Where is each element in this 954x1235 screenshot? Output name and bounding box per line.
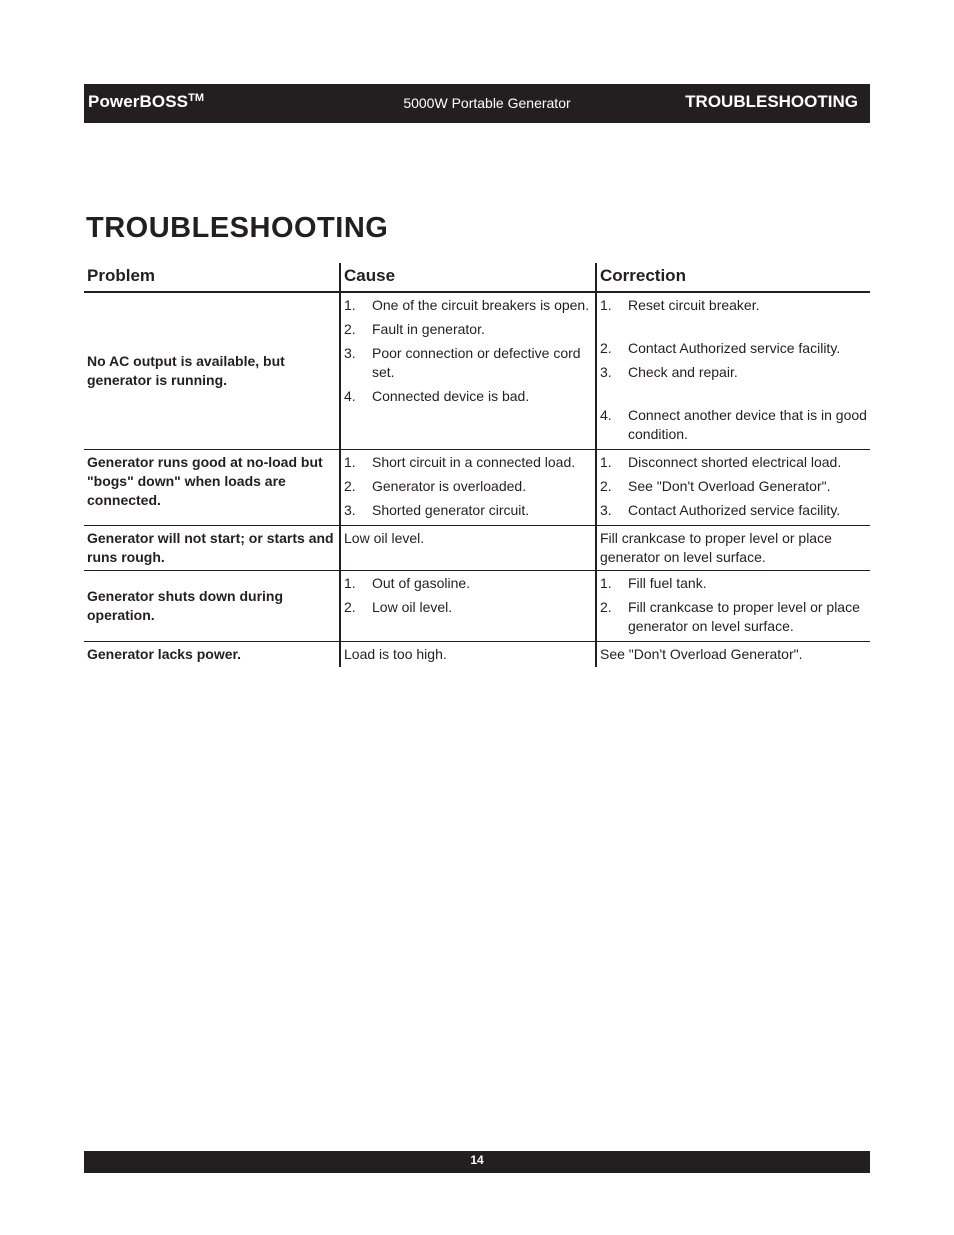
list-item: 2. Fault in generator. xyxy=(344,321,485,337)
correction-cell: See "Don't Overload Generator". xyxy=(596,642,870,668)
list-item: 1. Disconnect shorted electrical load. xyxy=(600,454,842,470)
problem-cell: No AC output is available, but generator is running. xyxy=(84,292,340,450)
problem-cell: Generator shuts down during operation. xyxy=(84,571,340,642)
table-row xyxy=(84,526,870,571)
problem-cell: Generator lacks power. xyxy=(87,646,242,662)
list-item: 3. Contact Authorized service facility. xyxy=(600,502,841,518)
page-title: TROUBLESHOOTING xyxy=(86,212,389,244)
column-header-problem: Problem xyxy=(84,263,340,292)
table-header-row xyxy=(84,263,870,292)
list-item: 1. Out of gasoline. xyxy=(344,575,471,591)
page-number: 14 xyxy=(470,1153,484,1167)
correction-cell xyxy=(596,292,870,450)
list-item: 2. Fill crankcase to proper level or place generator on level surface. xyxy=(600,599,860,634)
product-name: 5000W Portable Generator xyxy=(403,95,571,111)
list-item: 4. Connected device is bad. xyxy=(344,388,530,404)
correction-cell xyxy=(596,450,870,526)
problem-cell: Generator runs good at no-load but "bogs" down" when loads are connected. xyxy=(84,450,340,526)
correction-cell: Fill crankcase to proper level or place generator on level surface. xyxy=(596,526,870,571)
column-header-correction: Correction xyxy=(596,263,870,292)
table-row xyxy=(84,450,870,526)
problem-cell: Generator will not start; or starts and runs rough. xyxy=(84,526,340,571)
table-row xyxy=(84,292,870,450)
list-item: 3. Shorted generator circuit. xyxy=(344,502,530,518)
page-footer xyxy=(84,1151,870,1173)
table-row xyxy=(84,642,870,668)
list-item: 3. Check and repair. xyxy=(600,364,738,380)
list-item: 1. Short circuit in a connected load. xyxy=(344,454,576,470)
cause-cell xyxy=(340,450,596,526)
list-item: 1. Reset circuit breaker. xyxy=(600,297,760,313)
cause-cell: Low oil level. xyxy=(340,526,596,571)
list-item: 4. Connect another device that is in good condition. xyxy=(600,407,867,442)
trademark-mark: TM xyxy=(188,92,205,104)
cause-cell: Load is too high. xyxy=(340,642,596,668)
section-label: TROUBLESHOOTING xyxy=(685,92,858,111)
list-item: 1. One of the circuit breakers is open. xyxy=(344,297,590,313)
cause-cell xyxy=(340,571,596,642)
cause-cell xyxy=(340,292,596,450)
troubleshooting-table xyxy=(84,263,870,667)
table-row xyxy=(84,571,870,642)
brand-name: PowerBOSS™ xyxy=(88,92,205,111)
list-item: 2. Generator is overloaded. xyxy=(344,478,527,494)
column-header-cause: Cause xyxy=(340,263,596,292)
list-item: 2. Low oil level. xyxy=(344,599,453,615)
list-item: 2. See "Don't Overload Generator". xyxy=(600,478,831,494)
list-item: 2. Contact Authorized service facility. xyxy=(600,340,841,356)
correction-cell xyxy=(596,571,870,642)
list-item: 3. Poor connection or defective cord set. xyxy=(344,345,581,380)
list-item: 1. Fill fuel tank. xyxy=(600,575,707,591)
page-header xyxy=(84,84,870,123)
